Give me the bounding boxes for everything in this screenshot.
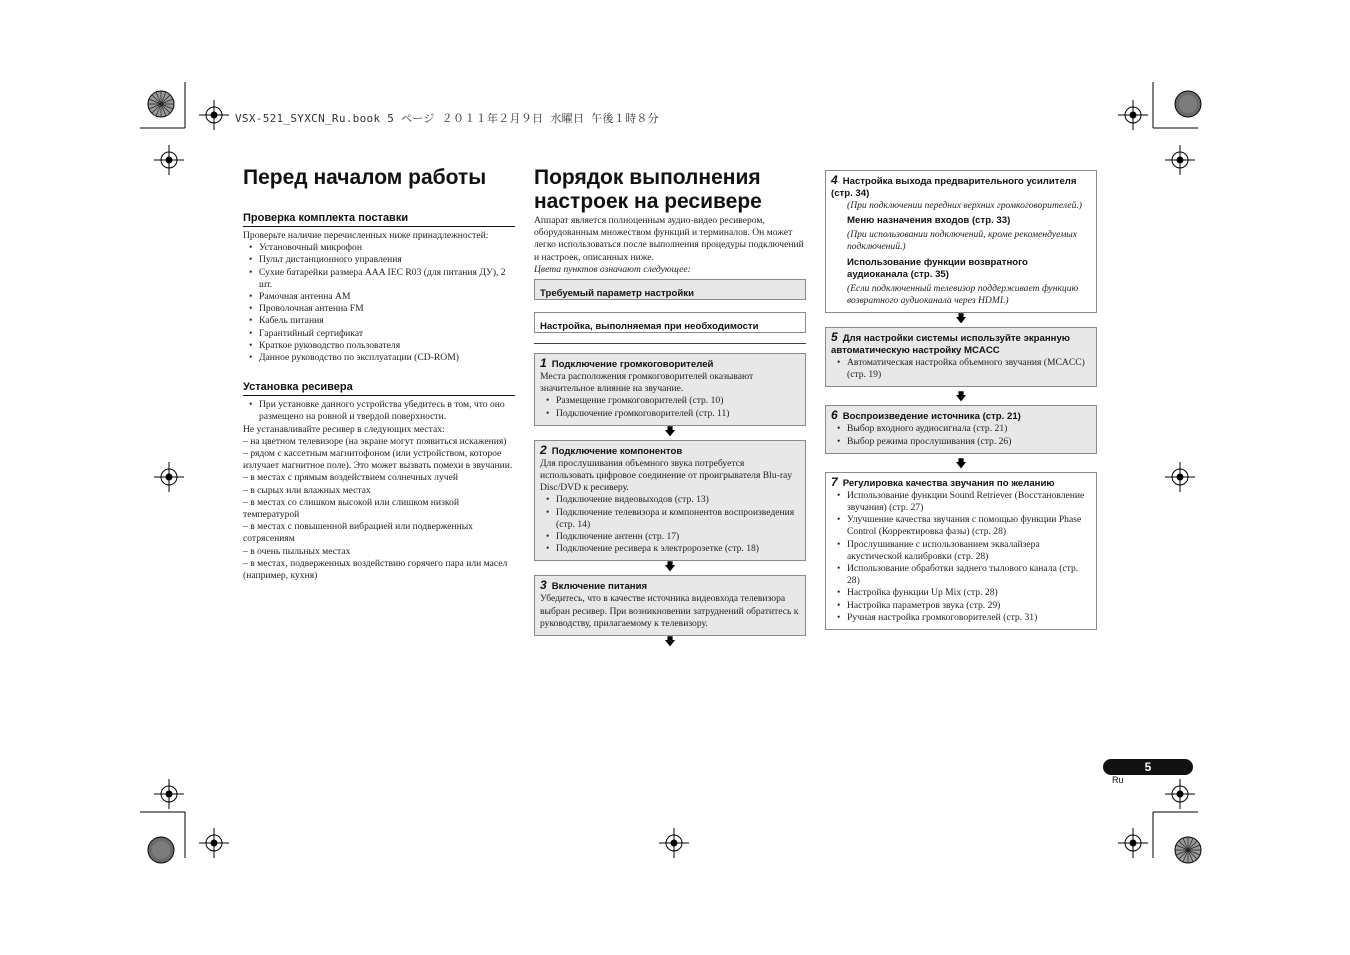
list-item: • Выбор входного аудиосигнала (стр. 21) — [831, 423, 1091, 435]
list-item: • Выбор режима прослушивания (стр. 26) — [831, 436, 1091, 448]
step-number: 5 — [831, 330, 838, 345]
list-item: • Использование функции Sound Retriever (Восстановление звучания) (стр. 27) — [831, 490, 1091, 514]
legend-optional-label: Настройка, выполняемая при необходимости — [540, 321, 759, 333]
step-2-box — [534, 440, 806, 562]
list-item: • Рамочная антенна AM — [243, 291, 515, 303]
step-number: 3 — [540, 578, 547, 593]
list-item: • Размещение громкоговорителей (стр. 10) — [540, 395, 800, 407]
list-item: • Кабель питания — [243, 315, 515, 327]
step-title: Воспроизведение источника (стр. 21) — [842, 411, 1021, 423]
step-number: 1 — [540, 356, 547, 371]
step-7-box — [825, 472, 1097, 630]
step-list — [831, 490, 1091, 624]
place-item: – в очень пыльных местах — [243, 545, 351, 557]
right-column — [825, 170, 1097, 630]
list-item: • Подключение громкоговорителей (стр. 11) — [540, 408, 800, 420]
install-heading: Установка ресивера — [243, 381, 515, 396]
list-item: • Настройка параметров звука (стр. 29) — [831, 600, 1091, 612]
list-item: • Пульт дистанционного управления — [243, 254, 515, 266]
list-item: • При установке данного устройства убедитесь в том, что оно размещено на ровной и твердой поверхности. — [243, 399, 515, 423]
place-item: – в местах с повышенной вибрацией или подверженных сотрясениям — [243, 521, 473, 545]
step-list — [540, 395, 800, 419]
step-title: Подключение компонентов — [551, 445, 683, 457]
down-arrow-icon: 🡇 — [955, 457, 967, 470]
step-title: Регулировка качества звучания по желанию — [842, 477, 1055, 489]
language-label: Ru — [1112, 775, 1124, 785]
list-item: • Гарантийный сертификат — [243, 328, 515, 340]
list-item: • Данное руководство по эксплуатации (CD-ROM) — [243, 352, 515, 364]
book-header: VSX-521_SYXCN_Ru.book 5 ページ ２０１１年２月９日 水曜日 午後１時８分 — [235, 112, 659, 125]
place-item: – в сырых или влажных местах — [243, 484, 371, 496]
middle-column — [534, 166, 806, 650]
list-item: • Прослушивание с использованием эквалайзера акустической калибровки (стр. 28) — [831, 539, 1091, 563]
list-item: • Сухие батарейки размера AAA IEC R03 (для питания ДУ), 2 шт. — [243, 267, 515, 291]
legend-optional-box — [534, 312, 806, 333]
down-arrow-icon: 🡇 — [664, 636, 676, 649]
step-list — [831, 423, 1091, 447]
step-note: (Если подключенный телевизор поддерживает функцию возвратного аудиоканала через HDMI.) — [847, 282, 1079, 306]
step-title: Для настройки системы используйте экранную автоматическую настройку MCACC — [831, 333, 1070, 357]
step-number: 2 — [540, 442, 547, 457]
legend-note: Цвета пунктов означают следующее: — [534, 263, 691, 275]
list-item: • Автоматическая настройка объемного звучания (MCACC) (стр. 19) — [831, 357, 1091, 381]
down-arrow-icon: 🡇 — [955, 391, 967, 404]
down-arrow-icon: 🡇 — [664, 425, 676, 438]
step-subtitle: Использование функции возвратного аудиоканала (стр. 35) — [847, 256, 1028, 280]
list-item: • Подключение антенн (стр. 17) — [540, 531, 800, 543]
list-item: • Проволочная антенна FM — [243, 303, 515, 315]
place-item: – в местах, подверженных воздействию горячего пара или масел (например, кухня) — [243, 557, 508, 582]
section-title-line2: настроек на ресивере — [534, 190, 762, 213]
list-item: • Подключение телевизора и компонентов воспроизведения (стр. 14) — [540, 507, 800, 531]
list-item: • Подключение видеовыходов (стр. 13) — [540, 494, 800, 506]
left-column — [243, 166, 515, 582]
legend-required-label: Требуемый параметр настройки — [540, 288, 694, 300]
step-subtitle: Меню назначения входов (стр. 33) — [847, 215, 1011, 227]
page-number-tab: 5 — [1103, 759, 1193, 775]
down-arrow-icon: 🡇 — [664, 561, 676, 574]
list-item: • Использование обработки заднего тылового канала (стр. 28) — [831, 563, 1091, 587]
step-note: (При подключении передних верхних громкоговорителей.) — [847, 200, 1082, 211]
list-item: • Улучшение качества звучания с помощью функции Phase Control (Корректировка фазы) (стр. 28) — [831, 514, 1091, 538]
list-item: • Настройка функции Up Mix (стр. 28) — [831, 587, 1091, 599]
step-number: 6 — [831, 408, 838, 423]
step-title: Включение питания — [551, 581, 648, 593]
place-item: – рядом с кассетным магнитофоном (или устройством, которое излучает магнитное поле). Это может вызвать помехи в звучании. — [243, 448, 513, 472]
place-item: – в местах с прямым воздействием солнечных лучей — [243, 472, 458, 484]
legend-required-box — [534, 279, 806, 300]
step-6-box — [825, 405, 1097, 453]
step-title: Подключение громкоговорителей — [551, 359, 714, 371]
step-title: Настройка выхода предварительного усилителя (стр. 34) — [831, 176, 1077, 199]
check-intro: Проверьте наличие перечисленных ниже принадлежностей: — [243, 230, 489, 241]
place-item: – в местах со слишком высокой или слишком низкой температурой — [243, 496, 459, 521]
down-arrow-icon: 🡇 — [955, 313, 967, 326]
list-item: • Ручная настройка громкоговорителей (стр. 31) — [831, 612, 1091, 624]
install-intro: Не устанавливайте ресивер в следующих местах: — [243, 423, 445, 435]
middle-intro: Аппарат является полноценным аудио-видео ресивером, оборудованным множеством функций и терминалов. Он может легко использоваться после выполнения процедуры подключений и настроек, описанных ниже. — [534, 215, 804, 263]
step-4-box — [825, 170, 1097, 313]
step-5-box — [825, 327, 1097, 387]
step-text: Места расположения громкоговорителей оказывают значительное влияние на звучание. — [540, 371, 754, 395]
step-text: Для прослушивания объемного звука потребуется использовать цифровое соединение от проигрывателя Blu-ray Disc/DVD к ресиверу. — [540, 457, 793, 494]
install-bullet-list — [243, 399, 515, 423]
page-title: Перед началом работы — [243, 166, 487, 189]
step-list — [540, 494, 800, 555]
step-list — [831, 357, 1091, 381]
place-item: – на цветном телевизоре (на экране могут появиться искажения) — [243, 435, 507, 447]
accessories-list — [243, 242, 515, 364]
section-title-line1: Порядок выполнения — [534, 166, 761, 189]
check-heading: Проверка комплекта поставки — [243, 212, 515, 227]
step-note: (При использовании подключений, кроме рекомендуемых подключений.) — [847, 229, 1078, 253]
step-text: Убедитесь, что в качестве источника видеовхода телевизора выбран ресивер. При возникновении затруднений обратитесь к руководству, прилагаемому к телевизору. — [540, 593, 799, 629]
list-item: • Краткое руководство пользователя — [243, 340, 515, 352]
step-1-box — [534, 353, 806, 426]
step-3-box — [534, 575, 806, 636]
step-number: 4 — [831, 173, 838, 187]
list-item: • Подключение ресивера к электророзетке (стр. 18) — [540, 543, 800, 555]
list-item: • Установочный микрофон — [243, 242, 515, 254]
step-number: 7 — [831, 474, 838, 489]
divider — [534, 343, 806, 344]
